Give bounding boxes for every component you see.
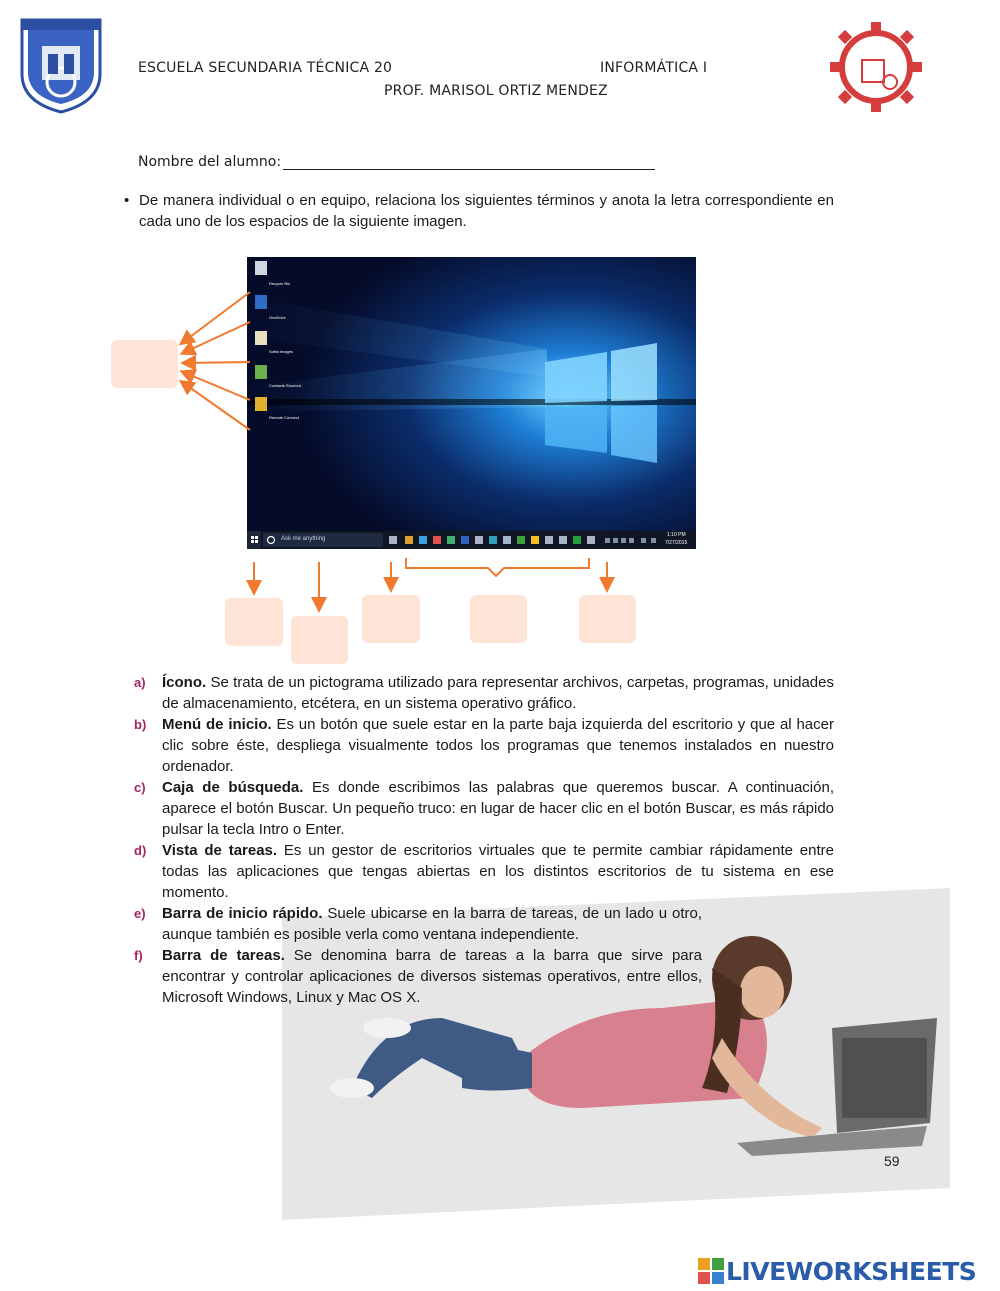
- definition-term: Vista de tareas.: [162, 842, 278, 859]
- liveworksheets-brand: [698, 1256, 976, 1286]
- desktop-icon-label: Remote Connect: [269, 415, 300, 420]
- definition-term: Ícono.: [162, 674, 207, 691]
- answer-box-taskbar[interactable]: [579, 595, 636, 643]
- definition-item: [134, 840, 834, 903]
- arrow: [183, 322, 250, 353]
- teacher-name: PROF. MARISOL ORTIZ MENDEZ: [384, 83, 608, 99]
- definition-item: [134, 945, 702, 1008]
- definition-text: Suele ubicarse en la barra de tareas, de un lado u otro, aunque también es posible verla como ventana independiente.: [162, 905, 702, 943]
- definition-term: Caja de búsqueda.: [162, 779, 304, 796]
- liveworksheets-icon: [698, 1258, 724, 1284]
- definition-letter: d): [134, 843, 147, 858]
- arrow: [182, 292, 250, 343]
- answer-box-task-view[interactable]: [362, 595, 420, 643]
- definition-letter: b): [134, 717, 147, 732]
- definition-text: Es donde escribimos las palabras que queremos buscar. A continuación, aparece el botón Buscar. Un pequeño truco: en lugar de hacer clic en el botón Buscar, es más rápido pulsar la tecla Intro o Enter.: [162, 779, 834, 838]
- definition-letter: a): [134, 675, 146, 690]
- answer-box-search[interactable]: [291, 616, 348, 664]
- definition-text: Se denomina barra de tareas a la barra que sirve para encontrar y controlar aplicaciones de diversos sistemas operativos, entre ellos, Microsoft Windows, Linux y Mac OS X.: [162, 947, 702, 1006]
- definition-text: Se trata de un pictograma utilizado para representar archivos, carpetas, programas, unidades de almacenamiento, etcétera, en un sistema operativo gráfico.: [162, 674, 834, 712]
- bracket: [406, 558, 589, 576]
- answer-box-start[interactable]: [225, 598, 283, 646]
- definition-item: [134, 672, 834, 714]
- definition-letter: e): [134, 906, 146, 921]
- search-placeholder: Ask me anything: [281, 536, 326, 542]
- clock-date: 7/27/2015: [665, 540, 688, 546]
- subject-name: INFORMÁTICA I: [600, 60, 708, 76]
- definition-term: Barra de inicio rápido.: [162, 905, 323, 922]
- answer-box-quick-launch[interactable]: [470, 595, 527, 643]
- definition-text: Es un gestor de escritorios virtuales que te permite cambiar rápidamente entre todas las aplicaciones que tengas abiertas en los distintos escritorios de tu sistema en ese momento.: [162, 842, 834, 901]
- definition-item: [134, 903, 702, 945]
- desktop-icon-label: Recycle Bin: [269, 281, 291, 286]
- definition-term: Menú de inicio.: [162, 716, 272, 733]
- definition-item: [134, 714, 834, 777]
- desktop-icon-label: OneDrive: [269, 315, 286, 320]
- clock-time: 1:10 PM: [667, 532, 686, 538]
- definitions-list: [134, 672, 834, 1008]
- arrow: [183, 372, 250, 400]
- school-name: ESCUELA SECUNDARIA TÉCNICA 20: [138, 60, 393, 76]
- bullet-icon: •: [124, 192, 130, 209]
- brand-text: LIVEWORKSHEETS: [726, 1256, 977, 1286]
- definition-letter: f): [134, 948, 143, 963]
- desktop-icon-label: Contacts Shortcut: [269, 383, 301, 388]
- arrow: [184, 362, 250, 363]
- definition-term: Barra de tareas.: [162, 947, 285, 964]
- student-name-label: Nombre del alumno:: [138, 154, 282, 170]
- page-number: 59: [884, 1153, 900, 1169]
- instruction-text: De manera individual o en equipo, relaciona los siguientes términos y anota la letra correspondiente en cada uno de los espacios de la siguiente imagen.: [139, 192, 834, 230]
- definition-item: [134, 777, 834, 840]
- desktop-icon-label: Softw images: [269, 349, 294, 354]
- answer-box-icons[interactable]: [111, 340, 178, 388]
- definition-letter: c): [134, 780, 146, 795]
- arrow: [182, 382, 250, 430]
- definition-text: Es un botón que suele estar en la parte baja izquierda del escritorio y que al hacer clic sobre éste, despliega visualmente todos los programas que tenemos instalados en nuestro ordenador.: [162, 716, 834, 775]
